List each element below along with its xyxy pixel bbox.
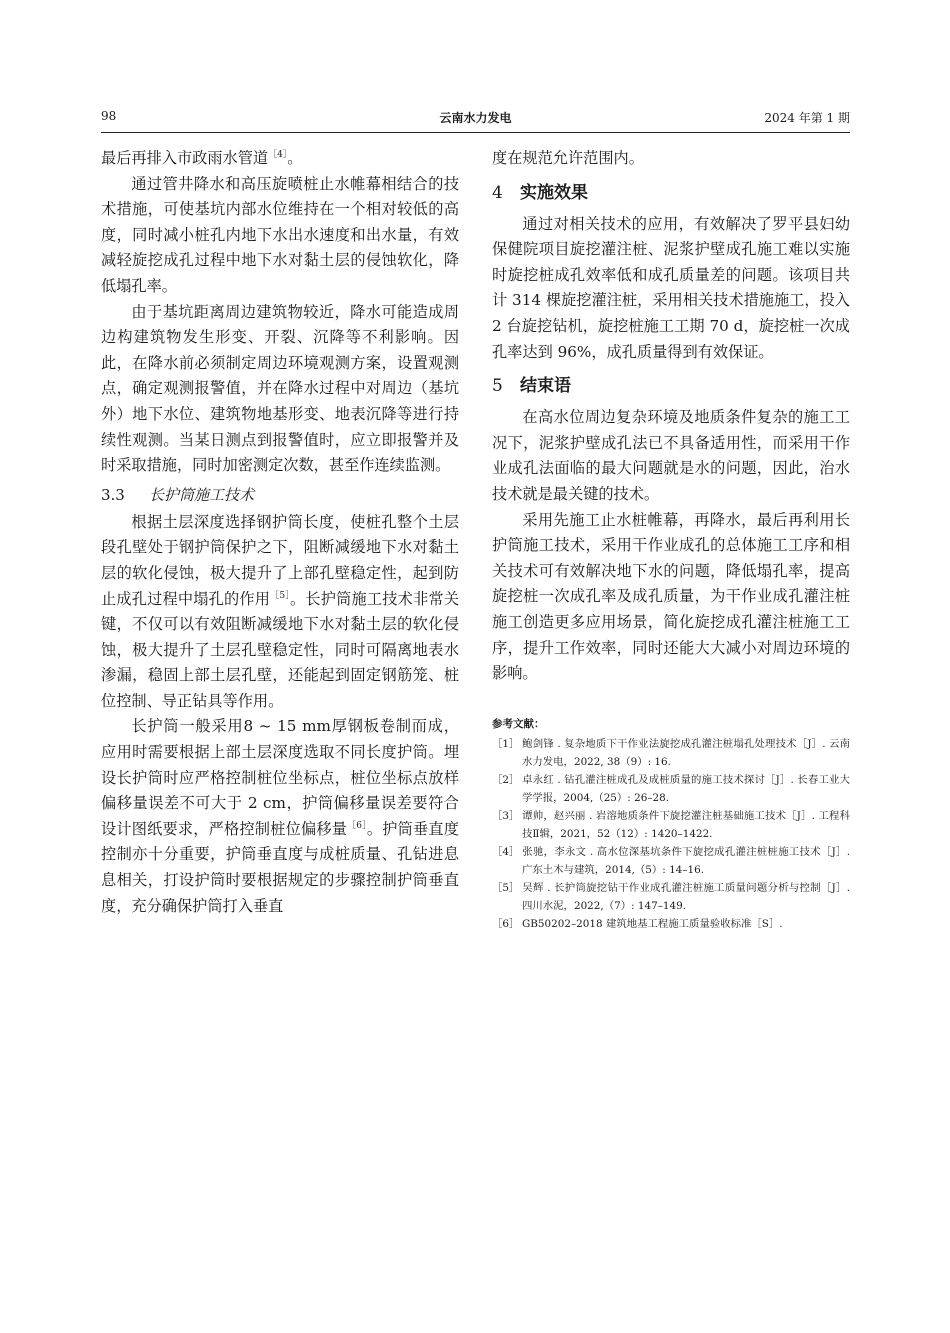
subsection-heading: 3.3 长护筒施工技术 bbox=[101, 485, 255, 504]
references-title: 参考文献： bbox=[492, 717, 545, 730]
citation[interactable]: ［4］ bbox=[268, 149, 288, 160]
paragraph: 根据土层深度选择钢护筒长度，使桩孔整个土层段孔壁处于钢护筒保护之下，阻断减缓地下水对黏土层的软化侵蚀，极大提升了上部孔壁稳定性，起到防止成孔过程中塌孔的作用$^{[5]}$。长护筒施工技术非常关键，不仅可以有效阻断减缓地下水对黏土层的软化侵蚀，极大提升了土层孔壁稳定性，同时可隔离地表水渗漏，稳固上部土层孔壁，还能起到固定钢筋笼、桩位控制、导正钻具等作用。 bbox=[101, 512, 460, 710]
page-number: 98 bbox=[101, 109, 117, 123]
reference-item: ［6］ GB50202–2018 建筑地基工程施工质量验收标准［S］. bbox=[492, 917, 783, 930]
paragraph: 度在规范允许范围内。 bbox=[492, 149, 644, 167]
reference-item: ［2］ 卓永红 . 钻孔灌注桩成孔及成桩质量的施工技术探讨［J］. 长春工业大学学报，2004,（25）: 26–28. bbox=[492, 773, 850, 804]
paragraph: 最后再排入市政雨水管道$^{[4]}$。 bbox=[101, 149, 303, 167]
header-rule bbox=[101, 132, 850, 133]
section-heading: 5 结束语 bbox=[492, 376, 571, 397]
paragraph: 通过对相关技术的应用，有效解决了罗平县妇幼保健院项目旋挖灌注桩、泥浆护壁成孔施工难以实施时旋挖桩成孔效率低和成孔质量差的问题。该项目共计 314 棵旋挖灌注桩，采用相关技术措施施工，投入 2 台旋挖钻机，旋挖桩施工工期 70 d，旋挖桩一次成孔率达到 96%，成孔质量得到有效保证。 bbox=[492, 214, 850, 361]
right-column bbox=[492, 146, 850, 933]
paragraph: 长护筒一般采用8 ~ 15 mm厚钢板卷制而成，应用时需要根据上部土层深度选取不同长度护筒。埋设长护筒时应严格控制桩位坐标点，桩位坐标点放样偏移量误差不可大于 2 cm，护筒偏移量误差要符合设计图纸要求，严格控制桩位偏移量$^{[6]}$。护筒垂直度控制亦十分重要，护筒垂直度与成桩质量、孔钻进息息相关，打设护筒时要根据规定的步骤控制护筒垂直度，充分确保护筒打入垂直 bbox=[101, 717, 459, 915]
citation[interactable]: ［5］ bbox=[270, 590, 291, 601]
paragraph: 在高水位周边复杂环境及地质条件复杂的施工工况下，泥浆护壁成孔法已不具备适用性，而采用干作业成孔法面临的最大问题就是水的问题，因此，治水技术就是最关键的技术。 bbox=[492, 408, 850, 503]
reference-item: ［3］ 谭帅，赵兴丽 . 岩溶地质条件下旋挖灌注桩基础施工技术［J］. 工程科技Ⅱ辑，2021，52（12）: 1420–1422. bbox=[492, 809, 850, 840]
citation[interactable]: ［6］ bbox=[347, 820, 367, 831]
section-heading: 4 实施效果 bbox=[492, 182, 588, 203]
journal-name: 云南水力发电 bbox=[439, 111, 512, 125]
left-column bbox=[101, 146, 459, 919]
issue-label: 2024 年第 1 期 bbox=[764, 111, 850, 125]
references bbox=[492, 715, 850, 933]
reference-item: ［4］ 张驰，李永文 . 高水位深基坑条件下旋挖成孔灌注桩桩施工技术［J］. 广东土木与建筑，2014,（5）: 14–16. bbox=[492, 845, 850, 876]
page-header bbox=[101, 109, 850, 129]
reference-item: ［5］ 吴辉 . 长护筒旋挖钻干作业成孔灌注桩施工质量问题分析与控制［J］. 四川水泥，2022,（7）: 147–149. bbox=[492, 881, 850, 912]
paragraph: 由于基坑距离周边建筑物较近，降水可能造成周边构建筑物发生形变、开裂、沉降等不利影响。因此，在降水前必须制定周边环境观测方案，设置观测点，确定观测报警值，并在降水过程中对周边（基坑外）地下水位、建筑物地基形变、地表沉降等进行持续性观测。当某日测点到报警值时，应立即报警并及时采取措施，同时加密测定次数，甚至作连续监测。 bbox=[101, 302, 459, 475]
reference-item: ［1］ 鲍剑锋 . 复杂地质下干作业法旋挖成孔灌注桩塌孔处理技术［J］. 云南水力发电，2022, 38（9）: 16. bbox=[492, 737, 850, 768]
paragraph: 采用先施工止水桩帷幕，再降水，最后再利用长护筒施工技术，采用干作业成孔的总体施工工序和相关技术可有效解决地下水的问题，降低塌孔率，提高旋挖桩一次成孔率及成孔质量，为干作业成孔灌注桩施工创造更多应用场景，简化旋挖成孔灌注桩施工工序，提升工作效率，同时还能大大减小对周边环境的影响。 bbox=[492, 510, 850, 683]
paragraph: 通过管井降水和高压旋喷桩止水帷幕相结合的技术措施，可使基坑内部水位维持在一个相对较低的高度，同时减小桩孔内地下水出水速度和出水量，有效减轻旋挖成孔过程中地下水对黏土层的侵蚀软化，降低塌孔率。 bbox=[101, 174, 459, 295]
